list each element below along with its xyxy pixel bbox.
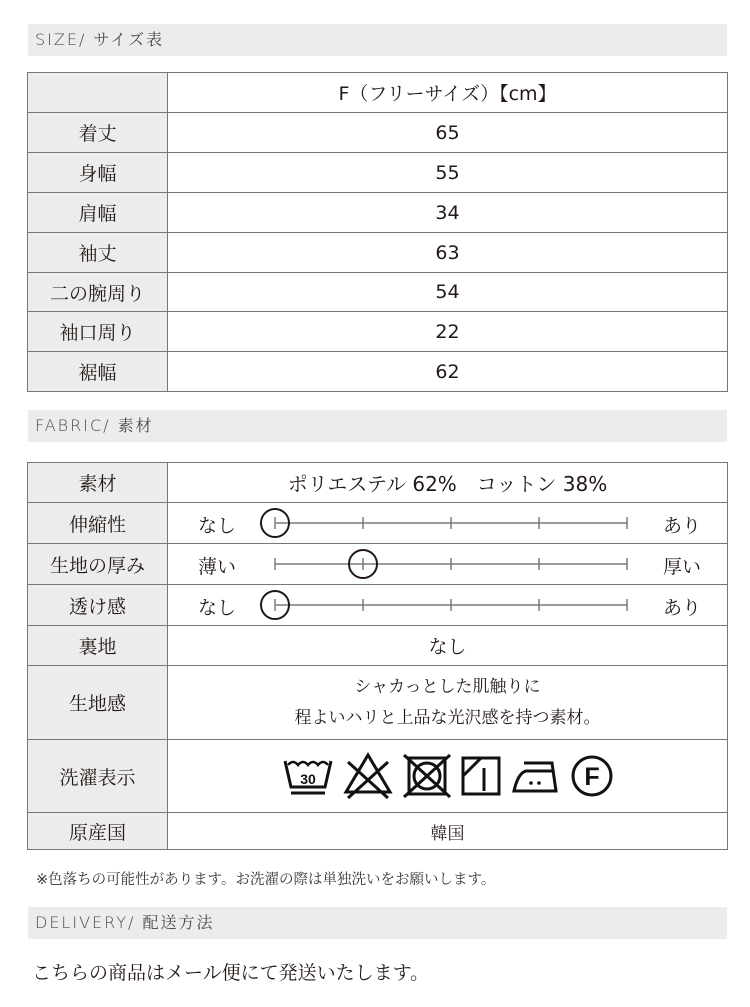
scale-max-label: 厚い [662,556,701,578]
no-tumble-dry-icon [402,753,452,799]
stretch-scale [168,503,728,544]
table-row [28,585,728,626]
size-value: 55 [168,153,728,193]
care-note: ※色落ちの可能性があります。お洗濯の際は単独洗いをお願いします。 [36,872,496,888]
lining-value: なし [168,626,728,666]
sheerness-scale-graphic [168,585,728,625]
thickness-label: 生地の厚み [28,544,168,585]
thickness-scale-graphic [168,544,728,584]
care-label: 洗濯表示 [28,740,168,813]
origin-value: 韓国 [168,813,728,850]
table-row [28,113,728,153]
table-row [28,544,728,585]
care-icons-cell [168,740,728,813]
size-label: 身幅 [28,153,168,193]
table-row [28,626,728,666]
fabric-table [27,462,728,850]
stretch-label: 伸縮性 [28,503,168,544]
table-row [28,813,728,850]
size-label: 着丈 [28,113,168,153]
delivery-section-header: DELIVERY/ 配送方法 [28,907,727,939]
svg-text:F: F [583,763,600,791]
table-row [28,193,728,233]
texture-line-2: 程よいハリと上品な光沢感を持つ素材。 [294,707,601,728]
scale-min-label: なし [198,515,237,537]
size-column-header: F（フリーサイズ）【cm】 [168,73,728,113]
scale-max-label: あり [662,597,701,619]
dry-clean-f-icon [570,754,614,798]
table-row [28,233,728,273]
sheerness-scale [168,585,728,626]
origin-label: 原産国 [28,813,168,850]
table-row [28,463,728,503]
fabric-section-header: FABRIC/ 素材 [28,410,727,442]
scale-min-label: なし [198,597,237,619]
size-table [27,72,728,392]
table-row [28,153,728,193]
sheerness-label: 透け感 [28,585,168,626]
texture-line-1: シャカっとした肌触りに [354,676,541,697]
size-value: 54 [168,273,728,312]
table-row [28,312,728,352]
svg-text:30: 30 [299,771,316,787]
texture-label: 生地感 [28,666,168,740]
stretch-scale-graphic [168,503,728,543]
table-row [28,273,728,312]
scale-min-label: 薄い [198,556,237,578]
iron-medium-icon [510,755,562,797]
table-row [28,503,728,544]
material-label: 素材 [28,463,168,503]
size-table-corner [28,73,168,113]
size-section-header: SIZE/ サイズ表 [28,24,727,56]
size-label: 二の腕周り [28,273,168,312]
table-row [28,666,728,740]
table-row [28,740,728,813]
delivery-text: こちらの商品はメール便にて発送いたします。 [32,962,430,984]
size-value: 34 [168,193,728,233]
material-value: ポリエステル 62% コットン 38% [168,463,728,503]
no-bleach-icon [342,752,394,800]
lining-label: 裏地 [28,626,168,666]
size-label: 裾幅 [28,352,168,392]
size-label: 袖口周り [28,312,168,352]
size-value: 62 [168,352,728,392]
scale-max-label: あり [662,515,701,537]
size-label: 肩幅 [28,193,168,233]
drip-dry-shade-icon [460,755,502,797]
wash-30-icon [282,755,334,797]
size-value: 63 [168,233,728,273]
table-row [28,352,728,392]
size-value: 65 [168,113,728,153]
size-label: 袖丈 [28,233,168,273]
size-table-header-row [28,73,728,113]
thickness-scale [168,544,728,585]
texture-value [168,666,728,740]
size-value: 22 [168,312,728,352]
